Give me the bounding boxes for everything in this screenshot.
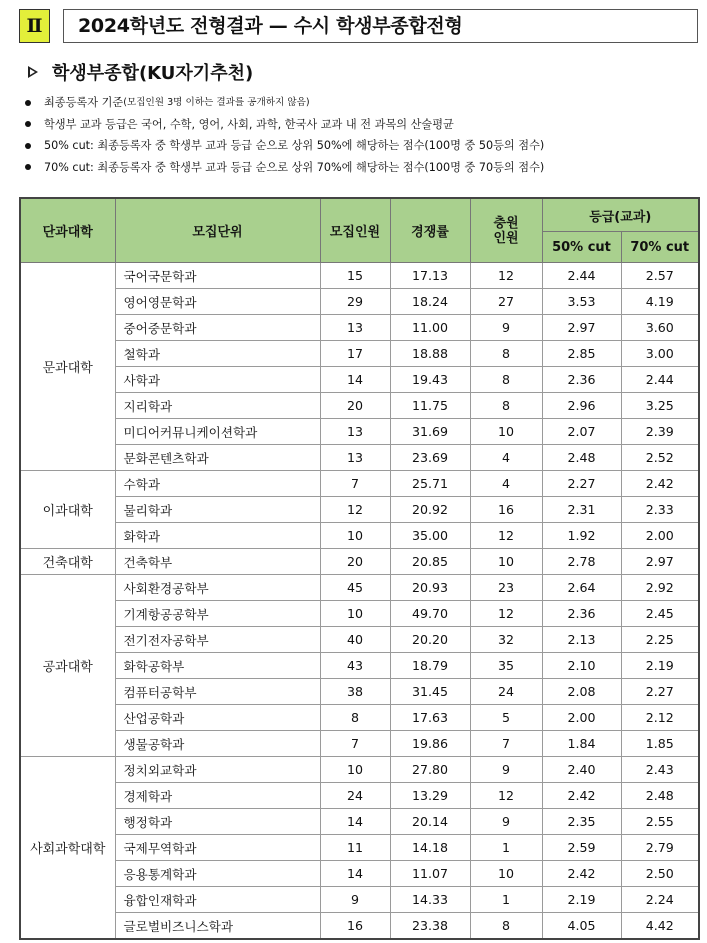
quota-cell: 9 [320, 887, 390, 913]
header-cut50: 50% cut [542, 232, 621, 263]
table-row [20, 549, 699, 575]
table-row [20, 601, 699, 627]
competition-cell: 20.85 [390, 549, 470, 575]
table-row [20, 445, 699, 471]
quota-cell: 14 [320, 861, 390, 887]
unit-cell: 화학공학부 [115, 653, 320, 679]
quota-cell: 20 [320, 393, 390, 419]
unit-cell: 철학과 [115, 341, 320, 367]
table-row [20, 523, 699, 549]
header-grade: 등급(교과) [542, 198, 699, 232]
competition-cell: 14.33 [390, 887, 470, 913]
notes-list [25, 92, 544, 178]
unit-cell: 국어국문학과 [115, 263, 320, 289]
additional-cell: 1 [470, 887, 542, 913]
cut70-cell: 2.33 [621, 497, 699, 523]
cut50-cell: 2.44 [542, 263, 621, 289]
header-cut70: 70% cut [621, 232, 699, 263]
unit-cell: 화학과 [115, 523, 320, 549]
unit-cell: 중어중문학과 [115, 315, 320, 341]
table-row [20, 419, 699, 445]
competition-cell: 11.00 [390, 315, 470, 341]
unit-cell: 국제무역학과 [115, 835, 320, 861]
college-cell: 문과대학 [20, 263, 115, 471]
additional-cell: 4 [470, 445, 542, 471]
additional-cell: 10 [470, 861, 542, 887]
cut70-cell: 2.97 [621, 549, 699, 575]
quota-cell: 10 [320, 601, 390, 627]
unit-cell: 정치외교학과 [115, 757, 320, 783]
table-row [20, 679, 699, 705]
table-row [20, 315, 699, 341]
bullet-icon [25, 100, 31, 106]
cut50-cell: 2.85 [542, 341, 621, 367]
quota-cell: 17 [320, 341, 390, 367]
bullet-icon [25, 121, 31, 127]
cut70-cell: 2.12 [621, 705, 699, 731]
competition-cell: 31.69 [390, 419, 470, 445]
cut70-cell: 2.55 [621, 809, 699, 835]
competition-cell: 49.70 [390, 601, 470, 627]
quota-cell: 20 [320, 549, 390, 575]
college-cell: 이과대학 [20, 471, 115, 549]
table-row [20, 809, 699, 835]
quota-cell: 11 [320, 835, 390, 861]
competition-cell: 23.69 [390, 445, 470, 471]
cut70-cell: 2.43 [621, 757, 699, 783]
quota-cell: 38 [320, 679, 390, 705]
table-row [20, 913, 699, 940]
bullet-icon [25, 164, 31, 170]
quota-cell: 14 [320, 367, 390, 393]
unit-cell: 응용통계학과 [115, 861, 320, 887]
additional-cell: 9 [470, 315, 542, 341]
unit-cell: 지리학과 [115, 393, 320, 419]
competition-cell: 18.24 [390, 289, 470, 315]
cut50-cell: 2.19 [542, 887, 621, 913]
cut70-cell: 2.00 [621, 523, 699, 549]
cut70-cell: 2.57 [621, 263, 699, 289]
quota-cell: 15 [320, 263, 390, 289]
cut70-cell: 2.44 [621, 367, 699, 393]
quota-cell: 10 [320, 523, 390, 549]
competition-cell: 17.13 [390, 263, 470, 289]
quota-cell: 12 [320, 497, 390, 523]
cut50-cell: 2.96 [542, 393, 621, 419]
cut70-cell: 1.85 [621, 731, 699, 757]
bullet-icon [25, 143, 31, 149]
additional-cell: 8 [470, 393, 542, 419]
competition-cell: 23.38 [390, 913, 470, 940]
unit-cell: 건축학부 [115, 549, 320, 575]
cut50-cell: 2.78 [542, 549, 621, 575]
additional-cell: 16 [470, 497, 542, 523]
cut50-cell: 2.27 [542, 471, 621, 497]
note-item: 최종등록자 기준 (모집인원 3명 이하는 결과를 공개하지 않음) [25, 92, 544, 114]
unit-cell: 글로벌비즈니스학과 [115, 913, 320, 940]
unit-cell: 문화콘텐츠학과 [115, 445, 320, 471]
section-badge: Ⅱ [19, 9, 50, 43]
cut70-cell: 2.48 [621, 783, 699, 809]
cut50-cell: 2.42 [542, 783, 621, 809]
cut70-cell: 3.60 [621, 315, 699, 341]
header-college: 단과대학 [20, 198, 115, 263]
cut70-cell: 2.45 [621, 601, 699, 627]
cut70-cell: 3.00 [621, 341, 699, 367]
cut70-cell: 2.50 [621, 861, 699, 887]
cut50-cell: 2.59 [542, 835, 621, 861]
competition-cell: 11.07 [390, 861, 470, 887]
cut50-cell: 2.31 [542, 497, 621, 523]
additional-cell: 12 [470, 783, 542, 809]
cut50-cell: 2.10 [542, 653, 621, 679]
table-row [20, 497, 699, 523]
additional-cell: 7 [470, 731, 542, 757]
additional-cell: 24 [470, 679, 542, 705]
quota-cell: 7 [320, 471, 390, 497]
unit-cell: 산업공학과 [115, 705, 320, 731]
cut50-cell: 2.08 [542, 679, 621, 705]
unit-cell: 컴퓨터공학부 [115, 679, 320, 705]
additional-cell: 12 [470, 601, 542, 627]
cut50-cell: 2.00 [542, 705, 621, 731]
unit-cell: 수학과 [115, 471, 320, 497]
quota-cell: 10 [320, 757, 390, 783]
cut50-cell: 2.35 [542, 809, 621, 835]
table-row [20, 887, 699, 913]
additional-cell: 10 [470, 549, 542, 575]
unit-cell: 행정학과 [115, 809, 320, 835]
unit-cell: 융합인재학과 [115, 887, 320, 913]
quota-cell: 7 [320, 731, 390, 757]
table-row [20, 367, 699, 393]
competition-cell: 20.92 [390, 497, 470, 523]
additional-cell: 27 [470, 289, 542, 315]
quota-cell: 29 [320, 289, 390, 315]
cut50-cell: 1.92 [542, 523, 621, 549]
unit-cell: 물리학과 [115, 497, 320, 523]
additional-cell: 9 [470, 757, 542, 783]
header-additional: 충원 인원 [470, 198, 542, 263]
unit-cell: 사회환경공학부 [115, 575, 320, 601]
note-item: 70% cut: 최종등록자 중 학생부 교과 등급 순으로 상위 70%에 해당하는 점수(100명 중 70등의 점수) [25, 157, 544, 179]
note-item: 학생부 교과 등급은 국어, 수학, 영어, 사회, 과학, 한국사 교과 내 전 과목의 산술평균 [25, 114, 544, 136]
cut50-cell: 2.13 [542, 627, 621, 653]
cut70-cell: 2.92 [621, 575, 699, 601]
table-row [20, 627, 699, 653]
additional-cell: 8 [470, 913, 542, 940]
quota-cell: 8 [320, 705, 390, 731]
page-header [19, 9, 698, 45]
additional-cell: 23 [470, 575, 542, 601]
cut50-cell: 2.48 [542, 445, 621, 471]
cut50-cell: 2.42 [542, 861, 621, 887]
quota-cell: 13 [320, 315, 390, 341]
cut70-cell: 2.19 [621, 653, 699, 679]
table-row [20, 653, 699, 679]
additional-cell: 5 [470, 705, 542, 731]
competition-cell: 17.63 [390, 705, 470, 731]
table-row [20, 575, 699, 601]
cut70-cell: 2.27 [621, 679, 699, 705]
competition-cell: 20.20 [390, 627, 470, 653]
competition-cell: 18.79 [390, 653, 470, 679]
additional-cell: 12 [470, 523, 542, 549]
table-row [20, 471, 699, 497]
competition-cell: 27.80 [390, 757, 470, 783]
unit-cell: 경제학과 [115, 783, 320, 809]
additional-cell: 1 [470, 835, 542, 861]
cut50-cell: 2.07 [542, 419, 621, 445]
unit-cell: 전기전자공학부 [115, 627, 320, 653]
table-row [20, 731, 699, 757]
header-quota: 모집인원 [320, 198, 390, 263]
competition-cell: 35.00 [390, 523, 470, 549]
table-row [20, 783, 699, 809]
cut70-cell: 2.24 [621, 887, 699, 913]
note-item: 50% cut: 최종등록자 중 학생부 교과 등급 순으로 상위 50%에 해당하는 점수(100명 중 50등의 점수) [25, 135, 544, 157]
competition-cell: 31.45 [390, 679, 470, 705]
cut70-cell: 4.19 [621, 289, 699, 315]
competition-cell: 11.75 [390, 393, 470, 419]
competition-cell: 18.88 [390, 341, 470, 367]
cut70-cell: 3.25 [621, 393, 699, 419]
competition-cell: 13.29 [390, 783, 470, 809]
cut50-cell: 2.97 [542, 315, 621, 341]
header-competition: 경쟁률 [390, 198, 470, 263]
competition-cell: 20.14 [390, 809, 470, 835]
unit-cell: 영어영문학과 [115, 289, 320, 315]
unit-cell: 미디어커뮤니케이션학과 [115, 419, 320, 445]
quota-cell: 24 [320, 783, 390, 809]
cut70-cell: 2.79 [621, 835, 699, 861]
section-subtitle [28, 59, 253, 85]
table-row [20, 341, 699, 367]
page-title: 2024학년도 전형결과 — 수시 학생부종합전형 [63, 9, 698, 43]
quota-cell: 16 [320, 913, 390, 940]
competition-cell: 19.86 [390, 731, 470, 757]
table-row [20, 835, 699, 861]
college-cell: 공과대학 [20, 575, 115, 757]
cut50-cell: 1.84 [542, 731, 621, 757]
subtitle-text: 학생부종합(KU자기추천) [52, 63, 254, 84]
additional-cell: 9 [470, 809, 542, 835]
quota-cell: 14 [320, 809, 390, 835]
triangle-bullet-icon [28, 66, 38, 78]
cut50-cell: 3.53 [542, 289, 621, 315]
additional-cell: 35 [470, 653, 542, 679]
table-row [20, 861, 699, 887]
table-row [20, 263, 699, 289]
cut50-cell: 2.64 [542, 575, 621, 601]
unit-cell: 생물공학과 [115, 731, 320, 757]
table-body [20, 263, 699, 940]
additional-cell: 12 [470, 263, 542, 289]
cut70-cell: 2.25 [621, 627, 699, 653]
additional-cell: 8 [470, 341, 542, 367]
cut50-cell: 2.36 [542, 601, 621, 627]
college-cell: 사회과학대학 [20, 757, 115, 940]
unit-cell: 사학과 [115, 367, 320, 393]
header-unit: 모집단위 [115, 198, 320, 263]
quota-cell: 40 [320, 627, 390, 653]
results-table [19, 197, 700, 940]
additional-cell: 4 [470, 471, 542, 497]
quota-cell: 43 [320, 653, 390, 679]
quota-cell: 45 [320, 575, 390, 601]
cut70-cell: 2.39 [621, 419, 699, 445]
additional-cell: 10 [470, 419, 542, 445]
cut50-cell: 4.05 [542, 913, 621, 940]
table-row [20, 289, 699, 315]
cut50-cell: 2.36 [542, 367, 621, 393]
table-row [20, 705, 699, 731]
cut70-cell: 2.42 [621, 471, 699, 497]
additional-cell: 8 [470, 367, 542, 393]
competition-cell: 19.43 [390, 367, 470, 393]
quota-cell: 13 [320, 419, 390, 445]
table-row [20, 393, 699, 419]
college-cell: 건축대학 [20, 549, 115, 575]
cut50-cell: 2.40 [542, 757, 621, 783]
competition-cell: 14.18 [390, 835, 470, 861]
cut70-cell: 2.52 [621, 445, 699, 471]
cut70-cell: 4.42 [621, 913, 699, 940]
competition-cell: 25.71 [390, 471, 470, 497]
unit-cell: 기계항공공학부 [115, 601, 320, 627]
additional-cell: 32 [470, 627, 542, 653]
table-row [20, 757, 699, 783]
quota-cell: 13 [320, 445, 390, 471]
competition-cell: 20.93 [390, 575, 470, 601]
